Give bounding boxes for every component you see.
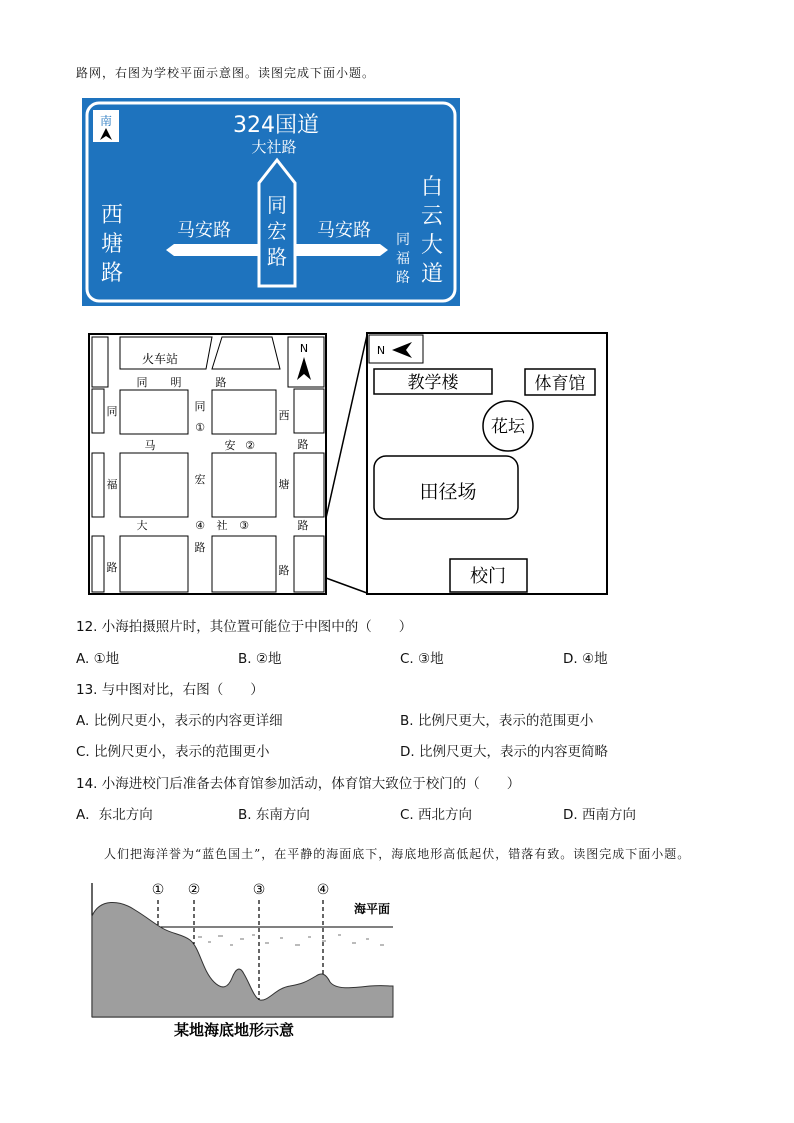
center-road-3: 路 — [267, 245, 287, 269]
seafloor-marker-1: ① — [151, 882, 165, 898]
center-road-1: 同 — [267, 193, 287, 217]
marker-1: ① — [195, 421, 205, 434]
tongming-2: 明 — [170, 376, 182, 389]
lu-center: 路 — [194, 541, 206, 554]
q13-stem: 13. 与中图对比，右图（ ） — [76, 682, 264, 698]
tongming-1: 同 — [136, 376, 148, 389]
q12-option-c[interactable]: C. ③地 — [400, 651, 444, 667]
gym-label: 体育馆 — [534, 374, 586, 394]
right-road-1: 白 — [420, 175, 444, 200]
connector-lines — [322, 333, 372, 596]
right-road-2: 云 — [420, 204, 444, 229]
q12-option-a[interactable]: A. ①地 — [76, 651, 120, 667]
intro-mid-text: 人们把海洋誉为“蓝色国土”，在平静的海面底下，海底地形高低起伏，错落有致。读图完成下面小题。 — [104, 847, 691, 861]
station-label: 火车站 — [141, 352, 179, 366]
q14-option-c[interactable]: C. 西北方向 — [400, 807, 473, 823]
top-road-sub: 大社路 — [251, 138, 297, 156]
tongming-3: 路 — [215, 376, 227, 389]
right-road-3: 大 — [420, 233, 444, 258]
q14-option-d[interactable]: D. 西南方向 — [563, 807, 636, 823]
block-d4 — [294, 536, 324, 592]
top-road-name: 324国道 — [233, 113, 319, 138]
sea-level-label: 海平面 — [353, 902, 391, 916]
school-map-figure — [366, 332, 609, 596]
small-right-3: 路 — [396, 270, 410, 286]
q12-option-b[interactable]: B. ②地 — [238, 651, 282, 667]
top-center-block — [212, 337, 280, 369]
q13-option-c[interactable]: C. 比例尺更小，表示的范围更小 — [76, 744, 270, 760]
right-road-4: 道 — [420, 262, 444, 287]
block-b3 — [212, 390, 276, 434]
street-map-figure — [88, 333, 328, 596]
left-road-2: 塘 — [100, 232, 124, 257]
q13-option-d[interactable]: D. 比例尺更大，表示的内容更简略 — [400, 744, 608, 760]
ma-label: 马 — [144, 439, 156, 452]
right-arrow — [296, 244, 388, 256]
seafloor-profile — [92, 902, 393, 1017]
q14-option-b[interactable]: B. 东南方向 — [238, 807, 310, 823]
lu-bottom-right: 路 — [278, 564, 290, 577]
an-label: 安 — [224, 439, 236, 452]
marker-4: ④ — [195, 519, 205, 532]
road-sign-figure — [82, 98, 460, 306]
left-arrow-label: 马安路 — [177, 220, 231, 241]
small-right-1: 同 — [396, 232, 410, 248]
seafloor-figure — [90, 878, 396, 1046]
school-north-label: N — [376, 344, 386, 357]
flower-label: 花坛 — [491, 417, 525, 437]
lu-right: 路 — [297, 519, 309, 532]
block-a1 — [92, 337, 108, 387]
hong-label: 宏 — [194, 473, 206, 486]
fu-label: 福 — [106, 478, 118, 491]
block-d3 — [212, 536, 276, 592]
block-c4 — [294, 453, 324, 517]
lu-left: 路 — [106, 561, 118, 574]
intro-top-text: 路网，右图为学校平面示意图。读图完成下面小题。 — [76, 66, 376, 80]
small-right-2: 福 — [396, 251, 410, 267]
teaching-label: 教学楼 — [407, 373, 459, 393]
center-road-2: 宏 — [267, 219, 287, 243]
block-c1 — [92, 453, 104, 517]
north-label-mid: N — [299, 342, 309, 355]
left-road-3: 路 — [100, 261, 124, 286]
field-label: 田径场 — [419, 481, 477, 503]
q12-stem: 12. 小海拍摄照片时，其位置可能位于中图中的（ ） — [76, 619, 413, 635]
xi-lu-right: 路 — [297, 438, 309, 451]
left-arrow — [166, 244, 258, 256]
marker-2: ② — [245, 439, 255, 452]
da-label: 大 — [136, 519, 148, 532]
block-b1 — [92, 389, 104, 433]
tong-left: 同 — [106, 405, 118, 418]
seafloor-marker-4: ④ — [316, 882, 330, 898]
gate-label: 校门 — [470, 566, 506, 587]
block-b4 — [294, 389, 324, 433]
q14-stem: 14. 小海进校门后准备去体育馆参加活动，体育馆大致位于校门的（ ） — [76, 776, 521, 792]
seafloor-marker-3: ③ — [252, 882, 266, 898]
marker-3: ③ — [239, 519, 249, 532]
seafloor-marker-2: ② — [187, 882, 201, 898]
sea-ripples — [198, 934, 384, 946]
block-c2 — [120, 453, 188, 517]
q13-option-a[interactable]: A. 比例尺更小，表示的内容更详细 — [76, 713, 283, 729]
she-label: 社 — [216, 519, 228, 532]
q12-option-d[interactable]: D. ④地 — [563, 651, 608, 667]
block-b2 — [120, 390, 188, 434]
tong-center: 同 — [194, 400, 206, 413]
seafloor-caption: 某地海底地形示意 — [173, 1021, 295, 1039]
tang-label: 塘 — [278, 478, 290, 491]
xi-right: 西 — [278, 409, 290, 422]
right-arrow-label: 马安路 — [317, 220, 371, 241]
q13-option-b[interactable]: B. 比例尺更大，表示的范围更小 — [400, 713, 594, 729]
block-d1 — [92, 536, 104, 592]
block-d2 — [120, 536, 188, 592]
south-label: 南 — [99, 114, 113, 128]
q14-option-a[interactable]: A．东北方向 — [76, 807, 153, 823]
block-c3 — [212, 453, 276, 517]
left-road-1: 西 — [100, 203, 124, 228]
